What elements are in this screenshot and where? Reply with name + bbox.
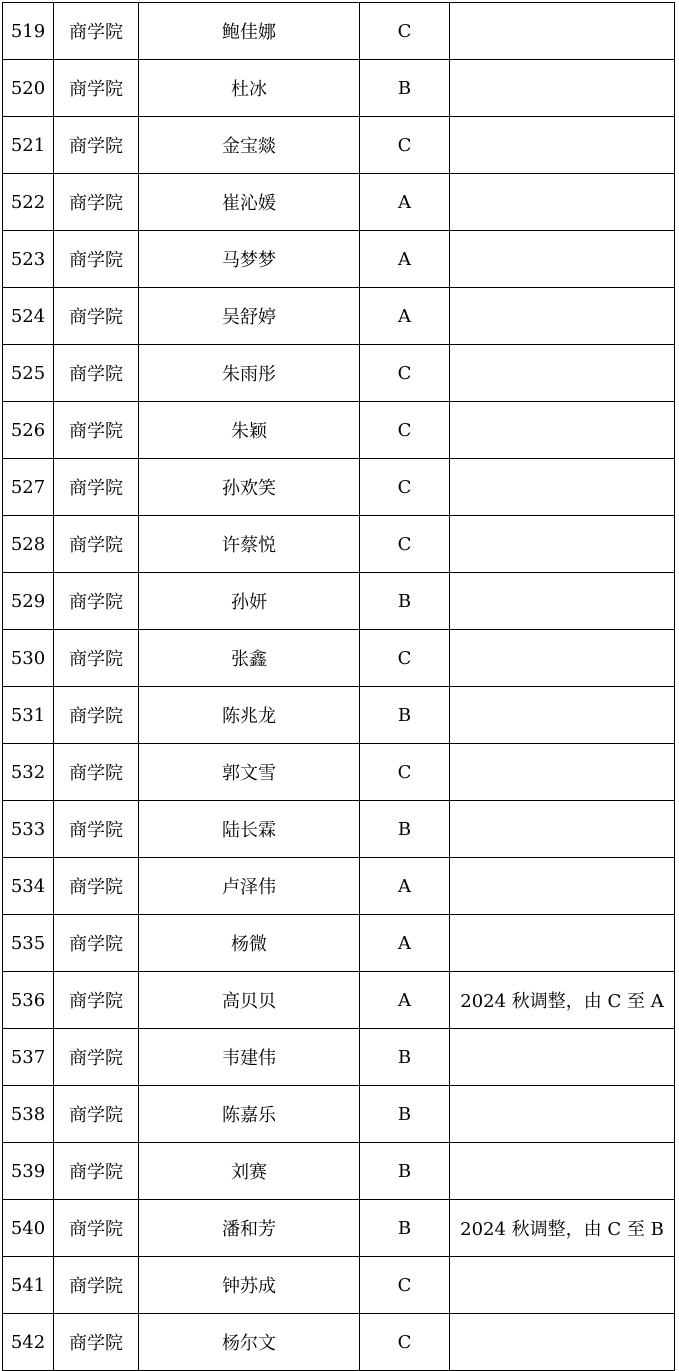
grade-cell: C <box>360 459 450 516</box>
college-cell: 商学院 <box>54 402 139 459</box>
row-number: 540 <box>3 1200 54 1257</box>
grade-cell: B <box>360 1029 450 1086</box>
note-cell <box>450 231 675 288</box>
college-cell: 商学院 <box>54 1086 139 1143</box>
grade-cell: C <box>360 744 450 801</box>
college-cell: 商学院 <box>54 573 139 630</box>
college-cell: 商学院 <box>54 630 139 687</box>
grade-cell: B <box>360 573 450 630</box>
note-cell <box>450 744 675 801</box>
table-row <box>3 231 675 288</box>
college-cell: 商学院 <box>54 744 139 801</box>
row-number: 524 <box>3 288 54 345</box>
college-cell: 商学院 <box>54 972 139 1029</box>
note-cell <box>450 288 675 345</box>
row-number: 520 <box>3 60 54 117</box>
college-cell: 商学院 <box>54 516 139 573</box>
note-cell: 2024 秋调整，由 C 至 B <box>450 1200 675 1257</box>
row-number: 536 <box>3 972 54 1029</box>
student-name-cell: 孙欢笑 <box>139 459 360 516</box>
table-row <box>3 687 675 744</box>
note-cell <box>450 516 675 573</box>
student-name-cell: 潘和芳 <box>139 1200 360 1257</box>
row-number: 526 <box>3 402 54 459</box>
table-row <box>3 1029 675 1086</box>
row-number: 531 <box>3 687 54 744</box>
table-row <box>3 972 675 1029</box>
note-cell <box>450 630 675 687</box>
note-cell <box>450 117 675 174</box>
college-cell: 商学院 <box>54 60 139 117</box>
student-name-cell: 朱颖 <box>139 402 360 459</box>
college-cell: 商学院 <box>54 174 139 231</box>
note-cell <box>450 801 675 858</box>
row-number: 521 <box>3 117 54 174</box>
row-number: 523 <box>3 231 54 288</box>
grade-cell: A <box>360 858 450 915</box>
grade-cell: C <box>360 345 450 402</box>
table-row <box>3 1143 675 1200</box>
college-cell: 商学院 <box>54 345 139 402</box>
grade-cell: B <box>360 1143 450 1200</box>
table-row <box>3 516 675 573</box>
grade-cell: B <box>360 801 450 858</box>
student-name-cell: 金宝燚 <box>139 117 360 174</box>
student-name-cell: 郭文雪 <box>139 744 360 801</box>
grade-table <box>2 2 675 1371</box>
student-name-cell: 崔沁媛 <box>139 174 360 231</box>
grade-cell: A <box>360 288 450 345</box>
student-name-cell: 陆长霖 <box>139 801 360 858</box>
row-number: 534 <box>3 858 54 915</box>
grade-cell: B <box>360 1086 450 1143</box>
row-number: 538 <box>3 1086 54 1143</box>
row-number: 541 <box>3 1257 54 1314</box>
row-number: 539 <box>3 1143 54 1200</box>
note-cell <box>450 1143 675 1200</box>
grade-cell: B <box>360 687 450 744</box>
college-cell: 商学院 <box>54 858 139 915</box>
college-cell: 商学院 <box>54 801 139 858</box>
row-number: 535 <box>3 915 54 972</box>
note-cell <box>450 3 675 60</box>
row-number: 527 <box>3 459 54 516</box>
student-name-cell: 高贝贝 <box>139 972 360 1029</box>
grade-cell: C <box>360 117 450 174</box>
note-cell <box>450 1257 675 1314</box>
note-cell <box>450 858 675 915</box>
grade-cell: A <box>360 174 450 231</box>
grade-cell: C <box>360 1314 450 1371</box>
grade-cell: C <box>360 1257 450 1314</box>
row-number: 529 <box>3 573 54 630</box>
student-name-cell: 韦建伟 <box>139 1029 360 1086</box>
row-number: 522 <box>3 174 54 231</box>
note-cell <box>450 915 675 972</box>
grade-cell: B <box>360 1200 450 1257</box>
table-row <box>3 402 675 459</box>
table-row <box>3 174 675 231</box>
student-name-cell: 孙妍 <box>139 573 360 630</box>
student-name-cell: 杨微 <box>139 915 360 972</box>
note-cell <box>450 573 675 630</box>
student-name-cell: 马梦梦 <box>139 231 360 288</box>
note-cell <box>450 1086 675 1143</box>
college-cell: 商学院 <box>54 687 139 744</box>
note-cell: 2024 秋调整，由 C 至 A <box>450 972 675 1029</box>
student-name-cell: 杨尔文 <box>139 1314 360 1371</box>
row-number: 530 <box>3 630 54 687</box>
note-cell <box>450 687 675 744</box>
college-cell: 商学院 <box>54 1314 139 1371</box>
student-name-cell: 陈嘉乐 <box>139 1086 360 1143</box>
college-cell: 商学院 <box>54 1143 139 1200</box>
table-row <box>3 744 675 801</box>
table-row <box>3 1257 675 1314</box>
table-row <box>3 858 675 915</box>
table-row <box>3 915 675 972</box>
table-row <box>3 573 675 630</box>
student-name-cell: 吴舒婷 <box>139 288 360 345</box>
college-cell: 商学院 <box>54 459 139 516</box>
student-name-cell: 张鑫 <box>139 630 360 687</box>
student-name-cell: 许蔡悦 <box>139 516 360 573</box>
student-name-cell: 卢泽伟 <box>139 858 360 915</box>
table-row <box>3 60 675 117</box>
table-row <box>3 3 675 60</box>
note-cell <box>450 174 675 231</box>
grade-cell: B <box>360 60 450 117</box>
table-body <box>3 3 675 1371</box>
college-cell: 商学院 <box>54 3 139 60</box>
grade-cell: C <box>360 516 450 573</box>
college-cell: 商学院 <box>54 1029 139 1086</box>
row-number: 542 <box>3 1314 54 1371</box>
student-name-cell: 鲍佳娜 <box>139 3 360 60</box>
student-name-cell: 朱雨彤 <box>139 345 360 402</box>
grade-cell: A <box>360 972 450 1029</box>
table-row <box>3 1314 675 1371</box>
student-name-cell: 刘赛 <box>139 1143 360 1200</box>
college-cell: 商学院 <box>54 117 139 174</box>
college-cell: 商学院 <box>54 231 139 288</box>
note-cell <box>450 402 675 459</box>
note-cell <box>450 345 675 402</box>
table-row <box>3 801 675 858</box>
grade-cell: A <box>360 231 450 288</box>
table-row <box>3 345 675 402</box>
table-row <box>3 288 675 345</box>
note-cell <box>450 1314 675 1371</box>
note-cell <box>450 459 675 516</box>
row-number: 537 <box>3 1029 54 1086</box>
note-cell <box>450 60 675 117</box>
student-name-cell: 杜冰 <box>139 60 360 117</box>
table-row <box>3 459 675 516</box>
row-number: 533 <box>3 801 54 858</box>
college-cell: 商学院 <box>54 288 139 345</box>
college-cell: 商学院 <box>54 915 139 972</box>
table-row <box>3 1086 675 1143</box>
table-row <box>3 630 675 687</box>
student-name-cell: 陈兆龙 <box>139 687 360 744</box>
grade-cell: C <box>360 3 450 60</box>
grade-cell: A <box>360 915 450 972</box>
table-row <box>3 117 675 174</box>
college-cell: 商学院 <box>54 1257 139 1314</box>
grade-cell: C <box>360 402 450 459</box>
student-name-cell: 钟苏成 <box>139 1257 360 1314</box>
row-number: 532 <box>3 744 54 801</box>
college-cell: 商学院 <box>54 1200 139 1257</box>
grade-cell: C <box>360 630 450 687</box>
row-number: 528 <box>3 516 54 573</box>
table-row <box>3 1200 675 1257</box>
note-cell <box>450 1029 675 1086</box>
row-number: 525 <box>3 345 54 402</box>
row-number: 519 <box>3 3 54 60</box>
